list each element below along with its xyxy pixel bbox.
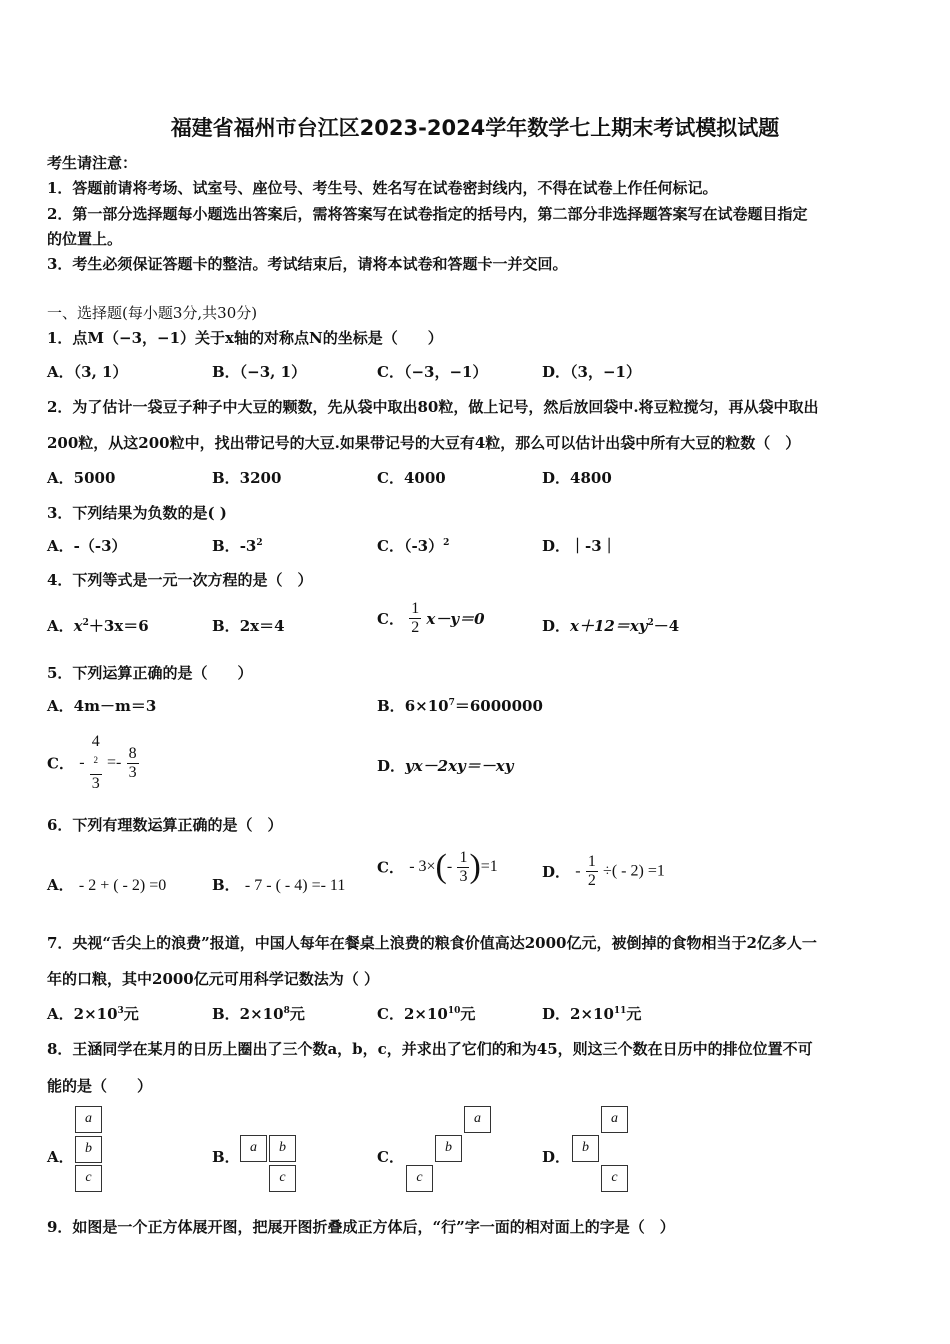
calendar-cell-b: b xyxy=(75,1136,102,1163)
q3-option-d[interactable] xyxy=(542,535,617,556)
q2-stem-line-2: 200粒，从这200粒中，找出带记号的大豆.如果带记号的大豆有4粒，那么可以估计出袋中所有大豆的粒数（ ） xyxy=(47,434,801,452)
q8-option-b[interactable]: B． xyxy=(212,1148,240,1166)
q3-option-b[interactable] xyxy=(212,535,263,556)
q7-option-b[interactable] xyxy=(212,1003,305,1024)
option-expression: （-3） xyxy=(403,537,444,555)
option-label: B． xyxy=(212,617,240,635)
option-expression: x－y＝0 xyxy=(426,610,485,628)
calendar-cell-c: c xyxy=(406,1165,433,1192)
q6-option-c[interactable] xyxy=(377,848,498,886)
calendar-cell-a: a xyxy=(601,1106,628,1133)
q8-stem-line-2: 能的是（ ） xyxy=(47,1077,153,1095)
q5-option-b[interactable] xyxy=(377,695,543,716)
option-expression: x xyxy=(73,617,83,635)
equals-sign: =- xyxy=(106,754,122,772)
q7-option-d[interactable] xyxy=(542,1003,641,1024)
option-label: C． xyxy=(377,537,404,555)
option-expression: ＝6000000 xyxy=(454,697,543,715)
q4-option-a[interactable] xyxy=(47,615,149,636)
option-expression: -（-3） xyxy=(73,537,127,555)
calendar-cell-c: c xyxy=(75,1165,102,1192)
calendar-cell-b: b xyxy=(269,1135,296,1162)
q1-option-c[interactable]: C．（−3，−1） xyxy=(377,363,488,381)
option-expression: x＋12＝xy xyxy=(570,617,648,635)
q6-option-d[interactable] xyxy=(542,853,665,890)
q8-stem-line-1: 8．王涵同学在某月的日历上圈出了三个数a，b，c，并求出了它们的和为45，则这三个数在日历中的排位位置不可 xyxy=(47,1040,813,1058)
q3-option-a[interactable] xyxy=(47,535,127,556)
option-label: B． xyxy=(212,876,240,894)
page-title: 福建省福州市台江区2023-2024学年数学七上期末考试模拟试题 xyxy=(170,116,780,140)
fraction xyxy=(90,733,102,793)
option-expression: =1 xyxy=(480,858,498,875)
numerator: 8 xyxy=(128,744,137,762)
notice-line-3: 3．考生必须保证答题卡的整洁。考试结束后，请将本试卷和答题卡一并交回。 xyxy=(47,255,568,273)
denominator: 2 xyxy=(411,619,420,636)
q2-stem-line-1: 2．为了估计一袋豆子种子中大豆的颗数，先从袋中取出80粒，做上记号，然后放回袋中.将豆粒搅匀，再从袋中取出 xyxy=(47,398,819,416)
option-expression: yx－2xy＝－xy xyxy=(405,757,514,775)
fraction xyxy=(586,853,598,890)
option-expression: 6×10 xyxy=(404,697,449,715)
denominator: 3 xyxy=(459,867,468,885)
option-label: A． xyxy=(47,617,74,635)
option-label: B． xyxy=(212,537,240,555)
q2-option-d[interactable]: D．4800 xyxy=(542,469,612,487)
calendar-cell-b: b xyxy=(572,1135,599,1162)
q9-stem: 9．如图是一个正方体展开图，把展开图折叠成正方体后，“行”字一面的相对面上的字是（ ） xyxy=(47,1218,675,1236)
q1-option-a[interactable]: A．（3, 1） xyxy=(47,363,128,381)
calendar-cell-c: c xyxy=(269,1165,296,1192)
calendar-cell-a: a xyxy=(240,1135,267,1162)
q6-option-a[interactable] xyxy=(47,874,166,895)
option-expression: - 2 + ( - 2) =0 xyxy=(78,877,167,894)
option-expression: C．2×10 xyxy=(377,1005,448,1023)
exponent: 10 xyxy=(447,1006,461,1016)
q4-stem: 4．下列等式是一元一次方程的是（ ） xyxy=(47,571,313,589)
option-unit: 元 xyxy=(626,1005,642,1023)
denominator: 2 xyxy=(587,872,596,889)
q5-option-c[interactable] xyxy=(47,733,139,793)
option-expression: 2x＝4 xyxy=(239,617,285,635)
q2-option-a[interactable]: A．5000 xyxy=(47,469,116,487)
q4-option-d[interactable] xyxy=(542,615,679,636)
option-label: D． xyxy=(377,757,406,775)
q2-option-b[interactable]: B．3200 xyxy=(212,469,282,487)
option-expression: - 3× xyxy=(409,858,436,875)
q8-option-a[interactable]: A． xyxy=(47,1148,74,1166)
q3-option-c[interactable] xyxy=(377,535,449,556)
option-expression: B．2×10 xyxy=(212,1005,284,1023)
option-unit: 元 xyxy=(123,1005,139,1023)
numerator: 1 xyxy=(411,600,420,617)
minus-sign: - xyxy=(446,858,453,875)
q6-stem: 6．下列有理数运算正确的是（ ） xyxy=(47,816,283,834)
option-expression: -3 xyxy=(239,537,257,555)
option-expression: ｜-3｜ xyxy=(570,537,617,555)
exponent: 8 xyxy=(283,1006,290,1016)
option-label: B． xyxy=(377,697,405,715)
denominator: 3 xyxy=(128,763,137,781)
q4-option-b[interactable] xyxy=(212,615,285,636)
minus-sign: - xyxy=(79,754,85,772)
exponent: 2 xyxy=(647,618,654,628)
calendar-cell-b: b xyxy=(435,1135,462,1162)
notice-line-2a: 2．第一部分选择题每小题选出答案后，需将答案写在试卷指定的括号内，第二部分非选择题答案写在试卷题目指定 xyxy=(47,205,808,223)
left-paren-icon: ( xyxy=(435,848,447,885)
section-heading: 一、选择题(每小题3分,共30分) xyxy=(47,304,258,322)
option-unit: 元 xyxy=(460,1005,476,1023)
right-paren-icon: ) xyxy=(469,848,481,885)
q1-stem: 1．点M（−3，−1）关于x轴的对称点N的坐标是（ ） xyxy=(47,329,443,347)
q2-option-c[interactable]: C．4000 xyxy=(377,469,446,487)
option-expression: D．2×10 xyxy=(542,1005,614,1023)
notice-line-1: 1．答题前请将考场、试室号、座位号、考生号、姓名写在试卷密封线内，不得在试卷上作任何标记。 xyxy=(47,179,718,197)
exponent: 2 xyxy=(82,618,89,628)
option-expression: A．2×10 xyxy=(47,1005,118,1023)
option-expression: ÷( - 2) =1 xyxy=(603,862,665,880)
option-label: A． xyxy=(47,537,74,555)
fraction xyxy=(127,745,139,782)
q5-stem: 5．下列运算正确的是（ ） xyxy=(47,664,253,682)
option-label: A． xyxy=(47,876,74,894)
q5-option-d[interactable] xyxy=(377,755,513,776)
q4-option-c[interactable] xyxy=(377,600,485,637)
numerator: 1 xyxy=(459,848,468,866)
option-label: C． xyxy=(47,754,74,773)
exponent: 2 xyxy=(443,538,450,548)
fraction xyxy=(457,849,469,886)
calendar-cell-c: c xyxy=(601,1165,628,1192)
option-label: D． xyxy=(542,537,571,555)
q1-option-b[interactable]: B．（−3, 1） xyxy=(212,363,307,381)
option-label: A． xyxy=(47,697,74,715)
option-label: D． xyxy=(542,617,571,635)
option-expression: 4m－m＝3 xyxy=(73,697,157,715)
exponent: 3 xyxy=(117,1006,124,1016)
notice-heading: 考生请注意： xyxy=(47,154,138,172)
fraction xyxy=(409,600,421,637)
option-expression: ＋3x＝6 xyxy=(88,617,149,635)
exponent: 2 xyxy=(256,538,263,548)
q8-option-d[interactable]: D． xyxy=(542,1148,571,1166)
q7-option-a[interactable] xyxy=(47,1003,139,1024)
q7-stem-line-1: 7．央视“舌尖上的浪费”报道，中国人每年在餐桌上浪费的粮食价值高达2000亿元，被倒掉的食物相当于2亿多人一 xyxy=(47,934,817,952)
option-label: C． xyxy=(377,858,404,877)
q1-option-d[interactable]: D．（3，−1） xyxy=(542,363,641,381)
calendar-cell-a: a xyxy=(75,1106,102,1133)
q8-option-c[interactable]: C． xyxy=(377,1148,404,1166)
exponent: 11 xyxy=(613,1006,627,1016)
exponent: 7 xyxy=(448,698,455,708)
denominator: 3 xyxy=(91,775,100,793)
q6-option-b[interactable] xyxy=(212,874,345,895)
option-label: D． xyxy=(542,863,571,881)
option-label: C． xyxy=(377,610,404,628)
calendar-cell-a: a xyxy=(464,1106,491,1133)
q3-stem: 3．下列结果为负数的是( ) xyxy=(47,504,227,522)
numerator: 4 xyxy=(91,733,100,750)
option-expression: －4 xyxy=(653,617,680,635)
q7-option-c[interactable] xyxy=(377,1003,475,1024)
notice-line-2b: 的位置上。 xyxy=(47,230,123,248)
minus-sign: - xyxy=(575,862,581,880)
exponent: 2 xyxy=(93,755,98,765)
q5-option-a[interactable] xyxy=(47,695,156,716)
numerator: 1 xyxy=(587,853,596,870)
q7-stem-line-2: 年的口粮，其中2000亿元可用科学记数法为（ ） xyxy=(47,970,379,988)
option-unit: 元 xyxy=(289,1005,305,1023)
option-expression: - 7 - ( - 4) =- 11 xyxy=(244,877,346,894)
